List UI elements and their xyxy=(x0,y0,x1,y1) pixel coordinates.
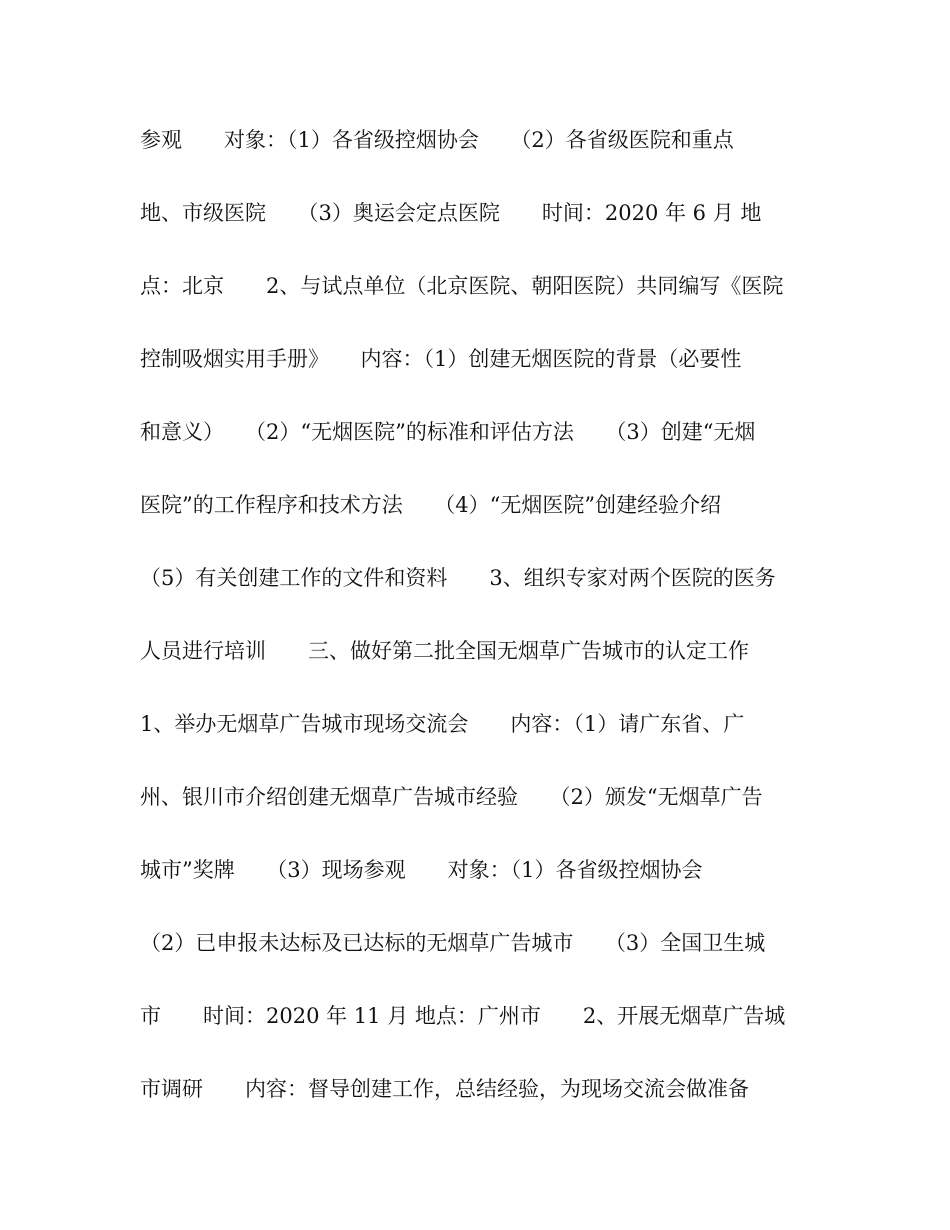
text-line: 地、市级医院 （3）奥运会定点医院 时间：2020 年 6 月 地 xyxy=(140,201,762,225)
text-line: 1、举办无烟草广告城市现场交流会 内容：（1）请广东省、广 xyxy=(140,712,745,736)
text-line: 州、银川市介绍创建无烟草广告城市经验 （2）颁发“无烟草广告 xyxy=(140,785,763,809)
text-line: （5）有关创建工作的文件和资料 3、组织专家对两个医院的医务 xyxy=(140,566,776,590)
document-body xyxy=(140,122,820,1144)
text-line: 市 时间：2020 年 11 月 地点：广州市 2、开展无烟草广告城 xyxy=(140,1004,786,1028)
text-line: 人员进行培训 三、做好第二批全国无烟草广告城市的认定工作 xyxy=(140,639,749,663)
text-line: 控制吸烟实用手册》 内容：（1）创建无烟医院的背景（必要性 xyxy=(140,347,742,371)
text-line: 和意义） （2）“无烟医院”的标准和评估方法 （3）创建“无烟 xyxy=(140,420,756,444)
text-line: 参观 对象：（1）各省级控烟协会 （2）各省级医院和重点 xyxy=(140,128,734,152)
text-line: 点：北京 2、与试点单位（北京医院、朝阳医院）共同编写《医院 xyxy=(140,274,784,298)
text-line: 市调研 内容：督导创建工作，总结经验，为现场交流会做准备 xyxy=(140,1077,749,1101)
text-line: 城市”奖牌 （3）现场参观 对象：（1）各省级控烟协会 xyxy=(140,858,703,882)
text-line: 医院”的工作程序和技术方法 （4）“无烟医院”创建经验介绍 xyxy=(140,493,722,517)
text-line: （2）已申报未达标及已达标的无烟草广告城市 （3）全国卫生城 xyxy=(140,931,766,955)
